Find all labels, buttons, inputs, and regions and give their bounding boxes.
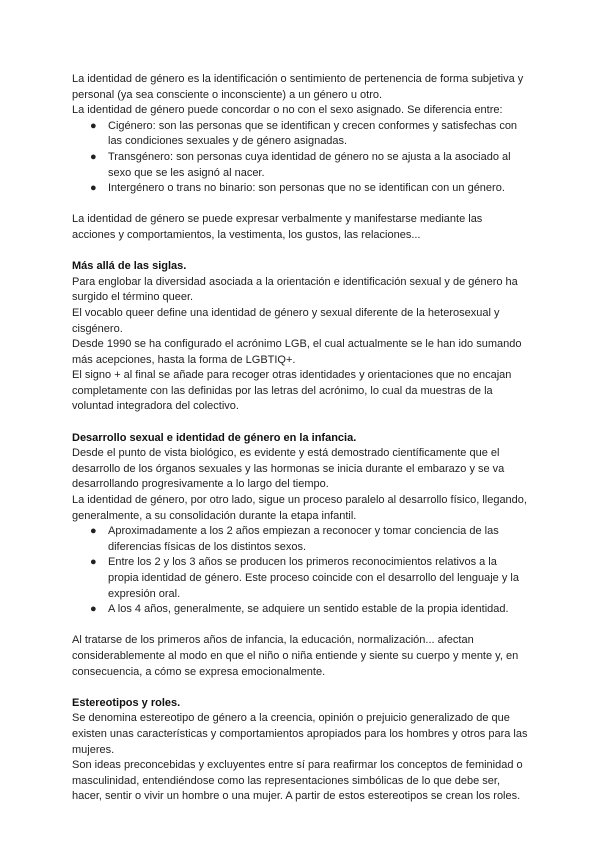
development-stages-list [72, 524, 528, 618]
siglas-paragraph-1: Para englobar la diversidad asociada a la orientación e identificación sexual y de género ha surgido el término queer. [72, 275, 518, 304]
list-item [72, 524, 528, 555]
intro-paragraph-3: La identidad de género se puede expresar verbalmente y manifestarse mediante las acciones y comportamientos, la vestimenta, los gustos, las relaciones... [72, 213, 483, 241]
spacer [72, 680, 528, 696]
list-item [72, 602, 528, 618]
spacer [72, 197, 528, 213]
infancia-paragraph-1: Desde el punto de vista biológico, es evidente y está demostrado científicamente que el desarrollo de los órganos sexuales y las hormonas se inicia durante el embarazo y se va desarrollando progresivamente a lo largo del tiempo. [72, 447, 505, 491]
list-item-text: Aproximadamente a los 2 años empiezan a reconocer y tomar conciencia de las diferencias físicas de los distintos sexos. [108, 525, 499, 553]
siglas-paragraph-2: El vocablo queer define una identidad de género y sexual diferente de la heterosexual y cisgénero. [72, 306, 500, 335]
list-item [72, 119, 528, 150]
list-item-text: Transgénero: son personas cuya identidad de género no se ajusta a la asociado al sexo que se les asignó al nacer. [108, 150, 511, 179]
bullet-icon: ● [90, 182, 97, 195]
list-item [72, 555, 528, 602]
list-item-text: Cigénero: son las personas que se identifican y crecen conformes y satisfechas con las condiciones sexuales y de género asignadas. [108, 119, 518, 148]
infancia-paragraph-3: Al tratarse de los primeros años de infancia, la educación, normalización... afectan considerablemente al modo en que el niño o niña entiende y siente su cuerpo y mente y, en consecuencia, a cómo se expresa emocionalmente. [72, 634, 519, 678]
siglas-paragraph-3: Desde 1990 se ha configurado el acrónimo LGB, el cual actualmente se le han ido sumando más acepciones, hasta la forma de LGBTIQ+. [72, 338, 522, 366]
bullet-icon: ● [90, 603, 97, 616]
list-item-text: A los 4 años, generalmente, se adquiere un sentido estable de la propia identidad. [108, 603, 509, 616]
bullet-icon: ● [90, 119, 97, 132]
spacer [72, 618, 528, 634]
bullet-icon: ● [90, 525, 97, 538]
identity-types-list [72, 119, 528, 197]
estereotipos-paragraph-2: Son ideas preconcebidas y excluyentes entre sí para reafirmar los conceptos de feminidad o masculinidad, entendiéndose como las representaciones simbólicas de lo que debe ser, hacer, sentir o vivir un hombre o una mujer. A partir de estos estereotipos se crean los roles. [72, 759, 523, 803]
infancia-paragraph-2: La identidad de género, por otro lado, sigue un proceso paralelo al desarrollo físico, llegando, generalmente, a su consolidación durante la etapa infantil. [72, 494, 527, 522]
siglas-paragraph-4: El signo + al final se añade para recoger otras identidades y orientaciones que no encajan completamente con las definidas por las letras del acrónimo, lo cual da muestras de la voluntad integradora del colectivo. [72, 369, 512, 413]
bullet-icon: ● [90, 556, 97, 569]
intro-paragraph-1: La identidad de género es la identificación o sentimiento de pertenencia de forma subjetiva y personal (ya sea consciente o inconsciente) a un género u otro. [72, 73, 524, 101]
spacer [72, 244, 528, 260]
list-item [72, 150, 528, 181]
list-item-text: Entre los 2 y los 3 años se producen los primeros reconocimientos relativos a la propia identidad de género. Este proceso coincide con el desarrollo del lenguaje y la expresión oral. [108, 556, 519, 600]
section-heading-siglas: Más allá de las siglas. [72, 260, 187, 273]
section-heading-estereotipos: Estereotipos y roles. [72, 696, 181, 709]
list-item [72, 181, 528, 197]
section-heading-infancia: Desarrollo sexual e identidad de género en la infancia. [72, 431, 357, 444]
spacer [72, 415, 528, 431]
bullet-icon: ● [90, 150, 97, 163]
estereotipos-paragraph-1: Se denomina estereotipo de género a la creencia, opinión o prejuicio generalizado de que existen unas características y comportamientos apropiados para los hombres y otros para las mujeres. [72, 712, 528, 756]
intro-paragraph-2: La identidad de género puede concordar o no con el sexo asignado. Se diferencia entre: [72, 104, 503, 117]
list-item-text: Intergénero o trans no binario: son personas que no se identifican con un género. [108, 182, 505, 195]
